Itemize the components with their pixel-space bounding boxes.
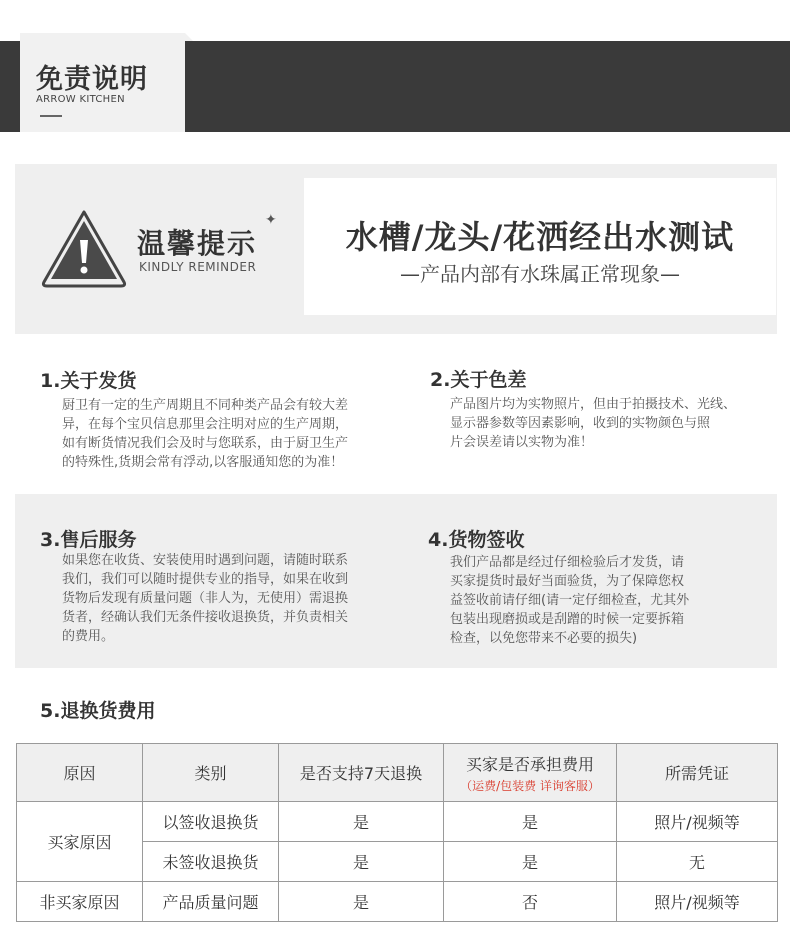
fee-table [16,743,778,922]
title-underline [40,115,62,117]
cell-proof: 无 [617,842,778,882]
text-line: 厨卫有一定的生产周期且不同种类产品会有较大差 [62,398,349,413]
cell-proof: 照片/视频等 [617,802,778,842]
section-title-aftersales: 3.售后服务 [40,529,137,551]
notice-box-title: 水槽/龙头/花洒经出水测试 [345,218,735,256]
column-header-support: 是否支持7天退换 [279,744,444,802]
page-subtitle: ARROW KITCHEN [36,94,125,105]
text-line: 如果您在收货、安装使用时遇到问题，请随时联系 [62,553,349,568]
notice-title: 温馨提示 [137,227,258,260]
page-title: 免责说明 [36,64,148,95]
cell-support: 是 [279,882,444,922]
sparkle-icon: ✦ [265,212,277,228]
cell-proof: 照片/视频等 [617,882,778,922]
column-header-bear-label: 买家是否承担费用 [465,754,594,774]
section-title-shipping: 1.关于发货 [40,370,137,392]
text-line: 显示器参数等因素影响，收到的实物颜色与照 [450,416,711,431]
cell-category: 未签收退换货 [143,842,279,882]
header-card [20,33,185,132]
text-line: 异，在每个宝贝信息那里会注明对应的生产周期， [62,417,349,432]
text-line: 如有断货情况我们会及时与您联系，由于厨卫生产 [62,436,349,451]
column-header-category: 类别 [143,744,279,802]
text-line: 片会误差请以实物为准！ [450,435,594,450]
notice-panel [15,164,777,334]
text-line: 货物后发现有质量问题（非人为，无使用）需退换 [62,591,349,606]
cell-category: 产品质量问题 [143,882,279,922]
table-row [17,882,778,922]
table-row [17,802,778,842]
notice-subtitle: KINDLY REMINDER [139,260,257,274]
notice-box [304,178,776,315]
text-line: 我们，我们可以随时提供专业的指导，如果在收到 [62,572,349,587]
cell-category: 以签收退换货 [143,802,279,842]
cell-bear: 否 [444,882,617,922]
table-header-row [17,744,778,802]
cell-bear: 是 [444,842,617,882]
section-body-shipping [62,396,402,472]
cell-bear: 是 [444,802,617,842]
cell-reason: 买家原因 [17,802,143,882]
warning-triangle-icon [40,208,128,288]
column-header-reason: 原因 [17,744,143,802]
cell-reason: 非买家原因 [17,882,143,922]
section-body-color [450,395,770,452]
header-card-fold [185,33,193,41]
text-line: 检查，以免您带来不必要的损失) [450,631,638,646]
text-line: 买家提货时最好当面验货，为了保障您权 [450,574,685,589]
text-line: 的费用。 [62,629,115,644]
cell-support: 是 [279,842,444,882]
text-line: 产品图片均为实物照片，但由于拍摄技术、光线、 [450,397,737,412]
notice-box-subtitle: —产品内部有水珠属正常现象— [400,262,680,286]
text-line: 我们产品都是经过仔细检验后才发货，请 [450,555,685,570]
column-header-bear [444,744,617,802]
section-title-receipt: 4.货物签收 [428,529,525,551]
section-title-color: 2.关于色差 [430,369,527,391]
column-header-proof: 所需凭证 [617,744,778,802]
section-body-aftersales [62,551,402,646]
text-line: 货者，经确认我们无条件接收退换货，并负责相关 [62,610,349,625]
text-line: 的特殊性,货期会常有浮动,以客服通知您的为准！ [62,455,344,470]
fee-note: （运费/包装费 详询客服） [460,778,600,793]
fee-section-title: 5.退换货费用 [40,700,156,722]
section-body-receipt [450,553,770,648]
text-line: 包装出现磨损或是刮蹭的时候一定要拆箱 [450,612,685,627]
cell-support: 是 [279,802,444,842]
text-line: 益签收前请仔细(请一定仔细检查，尤其外 [450,593,690,608]
